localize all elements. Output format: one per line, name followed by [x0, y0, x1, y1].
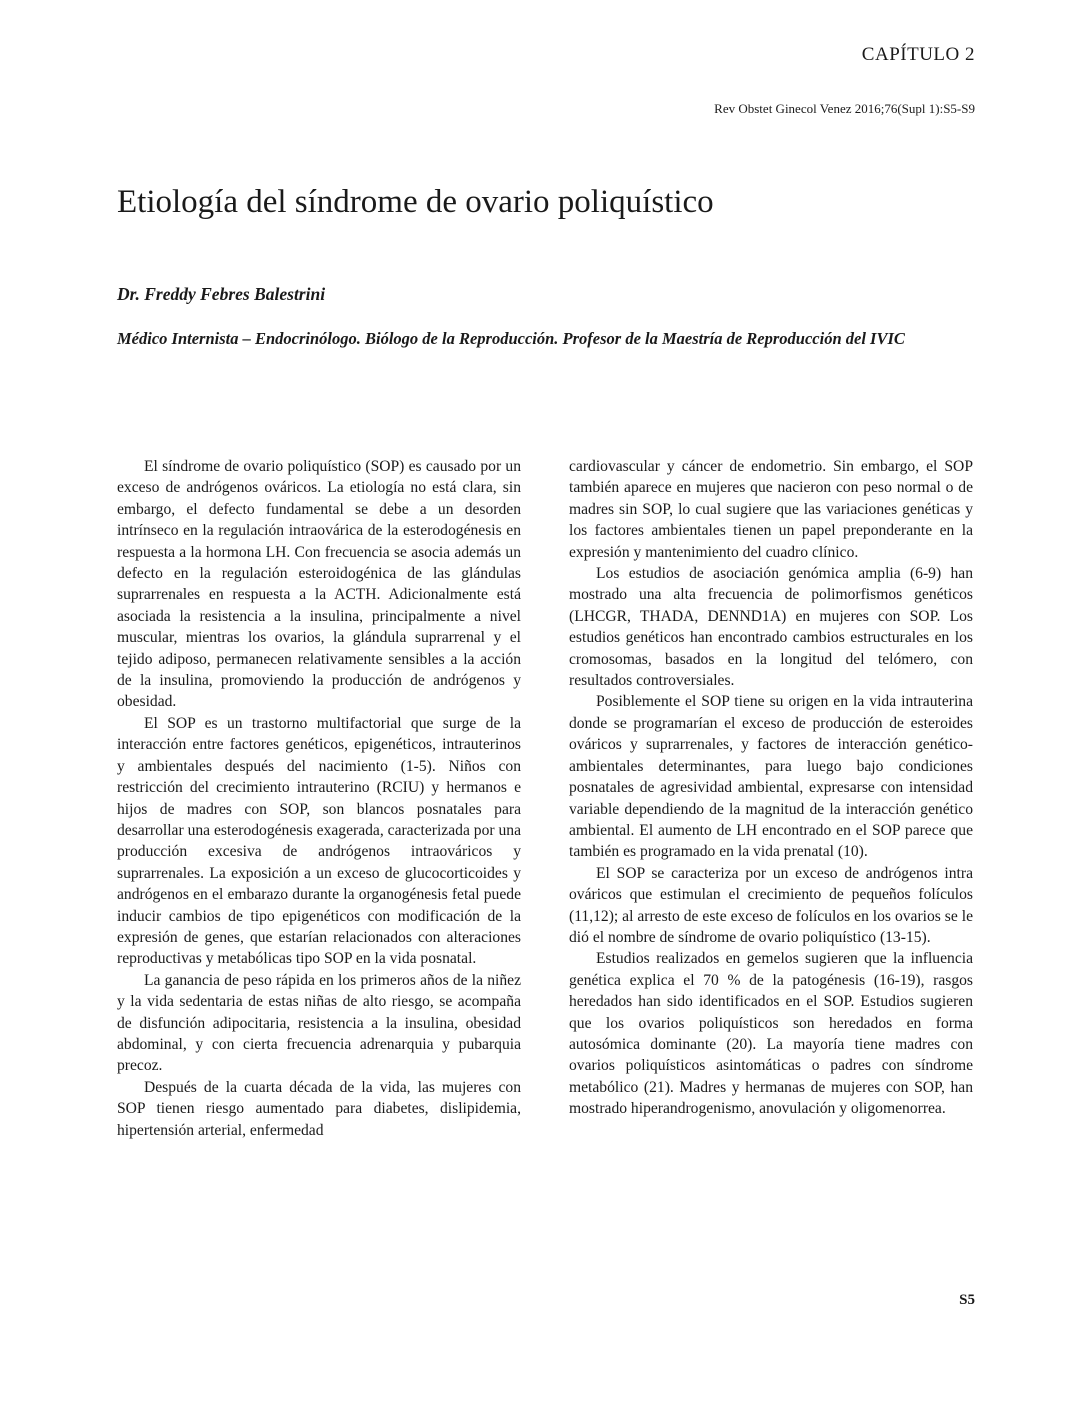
chapter-label: CAPÍTULO 2 — [861, 44, 975, 65]
left-column — [117, 456, 521, 1141]
paragraph: El síndrome de ovario poliquístico (SOP) es causado por un exceso de andrógenos ováricos. La etiología no está clara, sin embargo, el defecto fundamental se debe a un desorden intrínseco en la regulación intraovárica de la esterodogénesis en respuesta a la hormona LH. Con frecuencia se asocia además un defecto en la regulación esteroidogénica de las glándulas suprarrenales en respuesta a la ACTH. Adicionalmente está asociada la resistencia a la insulina, principalmente a nivel muscular, mientras los ovarios, la glándula suprarrenal y el tejido adiposo, permanecen relativamente sensibles a la acción de la insulina, promoviendo la producción de andrógenos y obesidad. — [117, 458, 521, 711]
page-number: S5 — [959, 1292, 975, 1308]
journal-citation: Rev Obstet Ginecol Venez 2016;76(Supl 1):S5-S9 — [714, 101, 975, 116]
right-column — [569, 456, 973, 1120]
paragraph: La ganancia de peso rápida en los primeros años de la niñez y la vida sedentaria de estas niñas de alto riesgo, se acompaña de disfunción adipocitaria, resistencia a la insulina, obesidad abdominal, y con cierta frecuencia adrenarquia y pubarquia precoz. — [117, 971, 521, 1075]
paragraph: Después de la cuarta década de la vida, las mujeres con SOP tienen riesgo aumentado para diabetes, dislipidemia, hipertensión arterial, enfermedad — [117, 1078, 521, 1139]
article-title: Etiología del síndrome de ovario poliquístico — [117, 184, 714, 220]
author-affiliation: Médico Internista – Endocrinólogo. Biólogo de la Reproducción. Profesor de la Maestría de Reproducción del IVIC — [117, 329, 905, 348]
author-name: Dr. Freddy Febres Balestrini — [117, 284, 326, 304]
paragraph: Estudios realizados en gemelos sugieren que la influencia genética explica el 70 % de la patogénesis (16-19), rasgos heredados han sido identificados en el SOP. Estudios sugieren que los ovarios poliquísticos son heredados en forma autosómica dominante (20). La mayoría tiene madres con ovarios poliquísticos asintomáticas o padres con síndrome metabólico (21). Madres y hermanas de mujeres con SOP, han mostrado hiperandrogenismo, anovulación y oligomenorrea. — [569, 950, 973, 1118]
paragraph-continuation: cardiovascular y cáncer de endometrio. Sin embargo, el SOP también aparece en mujeres que nacieron con peso normal o de madres sin SOP, lo cual sugiere que las variaciones genéticas y los factores ambientales tienen un papel preponderante en la expresión y mantenimiento del cuadro clínico. — [569, 458, 973, 561]
paragraph: El SOP se caracteriza por un exceso de andrógenos intra ováricos que estimulan el crecimiento de pequeños folículos (11,12); al arresto de este exceso de folículos en los ovarios se le dió el nombre de síndrome de ovario poliquístico (13-15). — [569, 864, 973, 946]
paragraph: Los estudios de asociación genómica amplia (6-9) han mostrado una alta frecuencia de polimorfismos genéticos (LHCGR, THADA, DENND1A) en mujeres con SOP. Los estudios genéticos han encontrado cambios estructurales en los cromosomas, basados en la longitud del telómero, con resultados controversiales. — [569, 565, 973, 690]
paragraph: El SOP es un trastorno multifactorial que surge de la interacción entre factores genéticos, epigenéticos, intrauterinos y ambientales después del nacimiento (1-5). Niños con restricción del crecimiento intrauterino (RCIU) y hermanos e hijos de madres con SOP, son blancos posnatales para desarrollar una esterodogénesis exagerada, caracterizada por una producción excesiva de andrógenos intraováricos y suprarrenales. La exposición a un exceso de glucocorticoides y andrógenos en el embarazo durante la organogénesis fetal puede inducir cambios de tipo epigenéticos con modificación de la expresión de genes, que estarían relacionados con alteraciones reproductivas y metabólicas tipo SOP en la vida posnatal. — [117, 714, 521, 968]
paragraph: Posiblemente el SOP tiene su origen en la vida intrauterina donde se programarían el exceso de producción de esteroides ováricos y suprarrenales, y factores de interacción genético-ambientales determinantes, para luego bajo condiciones posnatales de agresividad ambiental, expresarse con intensidad variable dependiendo de la magnitud de la interacción genético ambiental. El aumento de LH encontrado en el SOP parece que también es programado en la vida prenatal (10). — [569, 693, 973, 861]
